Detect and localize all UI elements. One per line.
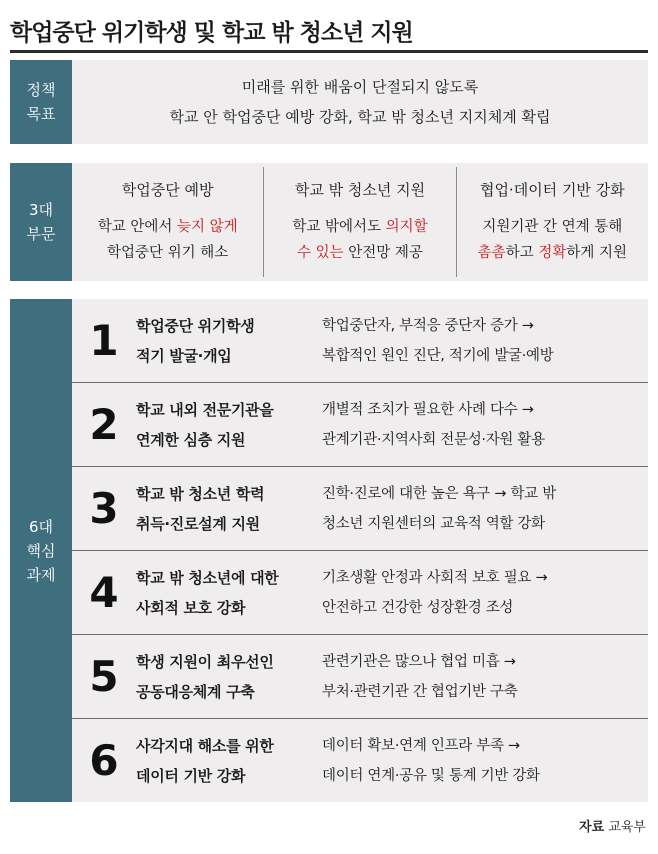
- three-areas-panel: [72, 163, 648, 281]
- area-emphasis-text: 의지할: [385, 219, 428, 235]
- area-column: [263, 167, 455, 277]
- task-name: [136, 731, 322, 791]
- three-areas-section: [10, 163, 648, 281]
- source-label: 자료: [579, 820, 605, 835]
- task-number: 5: [89, 652, 119, 701]
- task-name: [136, 563, 322, 623]
- task-name-line: 학교 밖 청소년에 대한: [136, 568, 279, 587]
- task-name-line: 학업중단 위기학생: [136, 316, 255, 335]
- task-row: [72, 634, 648, 718]
- task-description: [322, 479, 648, 539]
- task-description: [322, 395, 648, 455]
- task-name-line: 학생 지원이 최우선인: [136, 652, 274, 671]
- task-row: [72, 382, 648, 466]
- task-number: 2: [89, 400, 119, 449]
- task-number: 6: [89, 736, 119, 785]
- task-description-line: 데이터 확보·연계 인프라 부족 →: [322, 737, 520, 754]
- area-description: [292, 214, 427, 266]
- area-column: [72, 167, 263, 277]
- area-text: 학교 밖에서도: [292, 219, 386, 235]
- policy-goal-label-line: 목표: [26, 105, 56, 123]
- policy-goal-section: [10, 60, 648, 144]
- task-description-line: 기초생활 안정과 사회적 보호 필요 →: [322, 569, 548, 586]
- area-description-line: [98, 214, 238, 240]
- area-title: 학업중단 예방: [121, 181, 214, 199]
- task-description-line: 부처·관련기관 간 협업기반 구축: [322, 683, 518, 700]
- task-description-line: 학업중단자, 부적응 중단자 증가 →: [322, 317, 534, 334]
- source-credit: [579, 816, 646, 835]
- task-name: [136, 311, 322, 371]
- task-name: [136, 479, 322, 539]
- task-description-line: 진학·진로에 대한 높은 욕구 → 학교 밖: [322, 485, 556, 502]
- area-emphasis-text: 정확: [538, 245, 567, 261]
- area-emphasis-text: 촘촘: [477, 245, 506, 261]
- task-number: 1: [89, 316, 119, 365]
- task-name-line: 연계한 심층 지원: [136, 430, 246, 449]
- task-number: 4: [89, 568, 119, 617]
- area-title: 학교 밖 청소년 지원: [294, 181, 426, 199]
- area-text: 학교 안에서: [97, 219, 177, 235]
- three-areas-label-line: 부문: [26, 225, 56, 243]
- area-text: 안전망 제공: [343, 245, 423, 261]
- task-name-line: 사각지대 해소를 위한: [136, 736, 274, 755]
- area-description-line: [292, 214, 427, 240]
- task-name-line: 사회적 보호 강화: [136, 598, 246, 617]
- task-description-line: 관계기관·지역사회 전문성·자원 활용: [322, 431, 545, 448]
- policy-goal-line: 학교 안 학업중단 예방 강화, 학교 밖 청소년 지지체계 확립: [169, 108, 551, 126]
- task-name-line: 학교 내외 전문기관을: [136, 400, 274, 419]
- task-description-line: 데이터 연계·공유 및 통계 기반 강화: [322, 767, 540, 784]
- policy-goal-panel: [72, 60, 648, 144]
- task-name-line: 데이터 기반 강화: [136, 766, 246, 785]
- task-description-line: 개별적 조치가 필요한 사례 다수 →: [322, 401, 534, 418]
- task-description-line: 복합적인 원인 진단, 적기에 발굴·예방: [322, 347, 554, 364]
- area-column: [456, 167, 648, 277]
- area-description-line: [98, 240, 238, 266]
- area-emphasis-text: 수 있는: [297, 245, 344, 261]
- area-text: 하고: [505, 245, 539, 261]
- task-row: [72, 466, 648, 550]
- task-name-line: 취득·진로설계 지원: [136, 514, 260, 533]
- six-tasks-label-line: 6대: [28, 517, 54, 536]
- six-tasks-label: [10, 299, 72, 802]
- area-description: [478, 214, 627, 266]
- policy-goal-line: 미래를 위한 배움이 단절되지 않도록: [241, 78, 479, 96]
- source-value: 교육부: [608, 820, 646, 835]
- task-name-line: 적기 발굴·개입: [136, 346, 232, 365]
- task-description: [322, 563, 648, 623]
- policy-goal-label-line: 정책: [26, 81, 56, 99]
- task-name-line: 학교 밖 청소년 학력: [136, 484, 265, 503]
- six-tasks-label-line: 과제: [26, 565, 56, 584]
- task-description-line: 안전하고 건강한 성장환경 조성: [322, 599, 514, 616]
- three-areas-label: [10, 163, 72, 281]
- three-areas-label-line: 3대: [28, 201, 54, 219]
- six-tasks-panel: [72, 299, 648, 802]
- task-name: [136, 395, 322, 455]
- area-description-line: [292, 240, 427, 266]
- six-tasks-section: [10, 299, 648, 802]
- area-emphasis-text: 늦지 않게: [176, 219, 238, 235]
- task-name: [136, 647, 322, 707]
- page-title: 학업중단 위기학생 및 학교 밖 청소년 지원: [10, 20, 413, 46]
- six-tasks-label-line: 핵심: [26, 541, 56, 560]
- area-description-line: [478, 240, 627, 266]
- task-description-line: 청소년 지원센터의 교육적 역할 강화: [322, 515, 545, 532]
- area-text: 학업중단 위기 해소: [107, 245, 229, 261]
- task-name-line: 공동대응체계 구축: [136, 682, 255, 701]
- task-row: [72, 718, 648, 802]
- task-description-line: 관련기관은 많으나 협업 미흡 →: [322, 653, 516, 670]
- task-number: 3: [89, 484, 119, 533]
- area-text: 지원기관 간 연계 통해: [482, 219, 623, 235]
- area-description: [98, 214, 238, 266]
- task-row: [72, 550, 648, 634]
- title-divider: [10, 50, 648, 53]
- policy-goal-label: [10, 60, 72, 144]
- area-title: 협업·데이터 기반 강화: [479, 181, 625, 199]
- area-description-line: [478, 214, 627, 240]
- task-row: [72, 299, 648, 382]
- task-description: [322, 311, 648, 371]
- task-description: [322, 647, 648, 707]
- area-text: 하게 지원: [566, 245, 627, 261]
- task-description: [322, 731, 648, 791]
